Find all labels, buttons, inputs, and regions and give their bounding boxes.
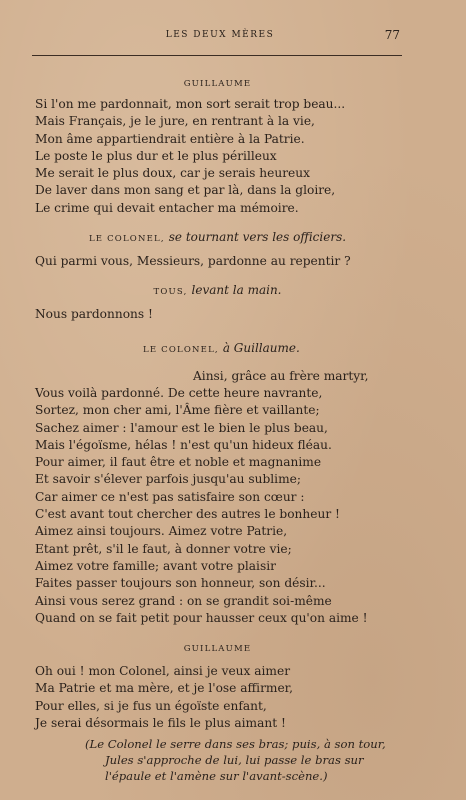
verse-line: Mais Français, je le jure, en rentrant à la vie, (35, 114, 315, 129)
stage-direction (35, 736, 400, 784)
verse-tous (35, 306, 400, 323)
verse-line: Ainsi vous serez grand : on se grandit soi-même (35, 593, 332, 608)
speaker-colonel (35, 338, 400, 358)
verse-colonel-2 (35, 368, 400, 627)
speaker-colonel (35, 227, 400, 247)
speaker-name: LE COLONEL, (88, 234, 165, 245)
verse-line: Qui parmi vous, Messieurs, pardonne au repentir ? (35, 254, 351, 269)
verse-line: Le poste le plus dur et le plus périlleux (35, 148, 277, 163)
verse-line: Quand on se fait petit pour hausser ceux qu'on aime ! (35, 610, 368, 625)
verse-line: Oh oui ! mon Colonel, ainsi je veux aimer (35, 664, 291, 679)
stage-line: l'épaule et l'amène sur l'avant-scène.) (105, 769, 328, 784)
verse-line: Mon âme appartiendrait entière à la Patrie. (35, 131, 305, 146)
verse-line: Ainsi, grâce au frère martyr, (193, 368, 369, 383)
verse-line: Je serai désormais le fils le plus aimant ! (35, 716, 286, 731)
verse-guillaume-1 (35, 96, 400, 217)
verse-line: Nous pardonnons ! (35, 307, 153, 322)
page-number: 77 (384, 28, 400, 42)
verse-line: Vous voilà pardonné. De cette heure navrante, (35, 385, 323, 400)
speaker-tous (35, 280, 400, 300)
verse-line: Le crime qui devait entacher ma mémoire. (35, 200, 299, 215)
running-title: LES DEUX MÈRES (165, 30, 275, 40)
verse-line: Pour aimer, il faut être et noble et magnanime (35, 455, 322, 470)
stage-direction-inline: se tournant vers les officiers. (168, 230, 347, 245)
verse-colonel-1 (35, 253, 400, 270)
stage-line: Jules s'approche de lui, lui passe le bras sur (105, 753, 364, 768)
verse-line: Aimez ainsi toujours. Aimez votre Patrie, (35, 524, 288, 539)
verse-line: C'est avant tout chercher des autres le bonheur ! (35, 507, 340, 522)
verse-line: Etant prêt, s'il le faut, à donner votre vie; (35, 541, 292, 556)
verse-line: Sachez aimer : l'amour est le bien le plus beau, (35, 420, 328, 435)
verse-line: Mais l'égoïsme, hélas ! n'est qu'un hideux fléau. (35, 437, 332, 452)
verse-line: Et savoir s'élever parfois jusqu'au sublime; (35, 472, 301, 487)
verse-line: Sortez, mon cher ami, l'Âme fière et vaillante; (35, 403, 320, 418)
speaker-guillaume: GUILLAUME (183, 79, 252, 89)
verse-line: Si l'on me pardonnait, mon sort serait trop beau... (35, 97, 346, 111)
speaker-name: TOUS, (153, 287, 188, 298)
speaker-guillaume: GUILLAUME (183, 644, 252, 655)
verse-line: Faites passer toujours son honneur, son désir... (35, 576, 326, 591)
speaker-name: LE COLONEL, (143, 344, 219, 355)
verse-guillaume-2 (35, 663, 400, 732)
stage-direction-inline: levant la main. (191, 283, 282, 298)
stage-direction-inline: à Guillaume. (222, 340, 300, 355)
verse-line: Pour elles, si je fus un égoïste enfant, (35, 698, 267, 713)
play-text (35, 76, 400, 784)
header-rule (32, 55, 402, 56)
verse-line: Ma Patrie et ma mère, et je l'ose affirmer, (35, 681, 294, 696)
verse-line: Aimez votre famille; avant votre plaisir (35, 558, 276, 573)
verse-line: De laver dans mon sang et par là, dans la gloire, (35, 183, 336, 198)
stage-line: (Le Colonel le serre dans ses bras; puis, à son tour, (85, 737, 386, 752)
verse-line: Car aimer ce n'est pas satisfaire son cœur : (35, 489, 305, 504)
verse-line: Me serait le plus doux, car je serais heureux (35, 166, 310, 181)
